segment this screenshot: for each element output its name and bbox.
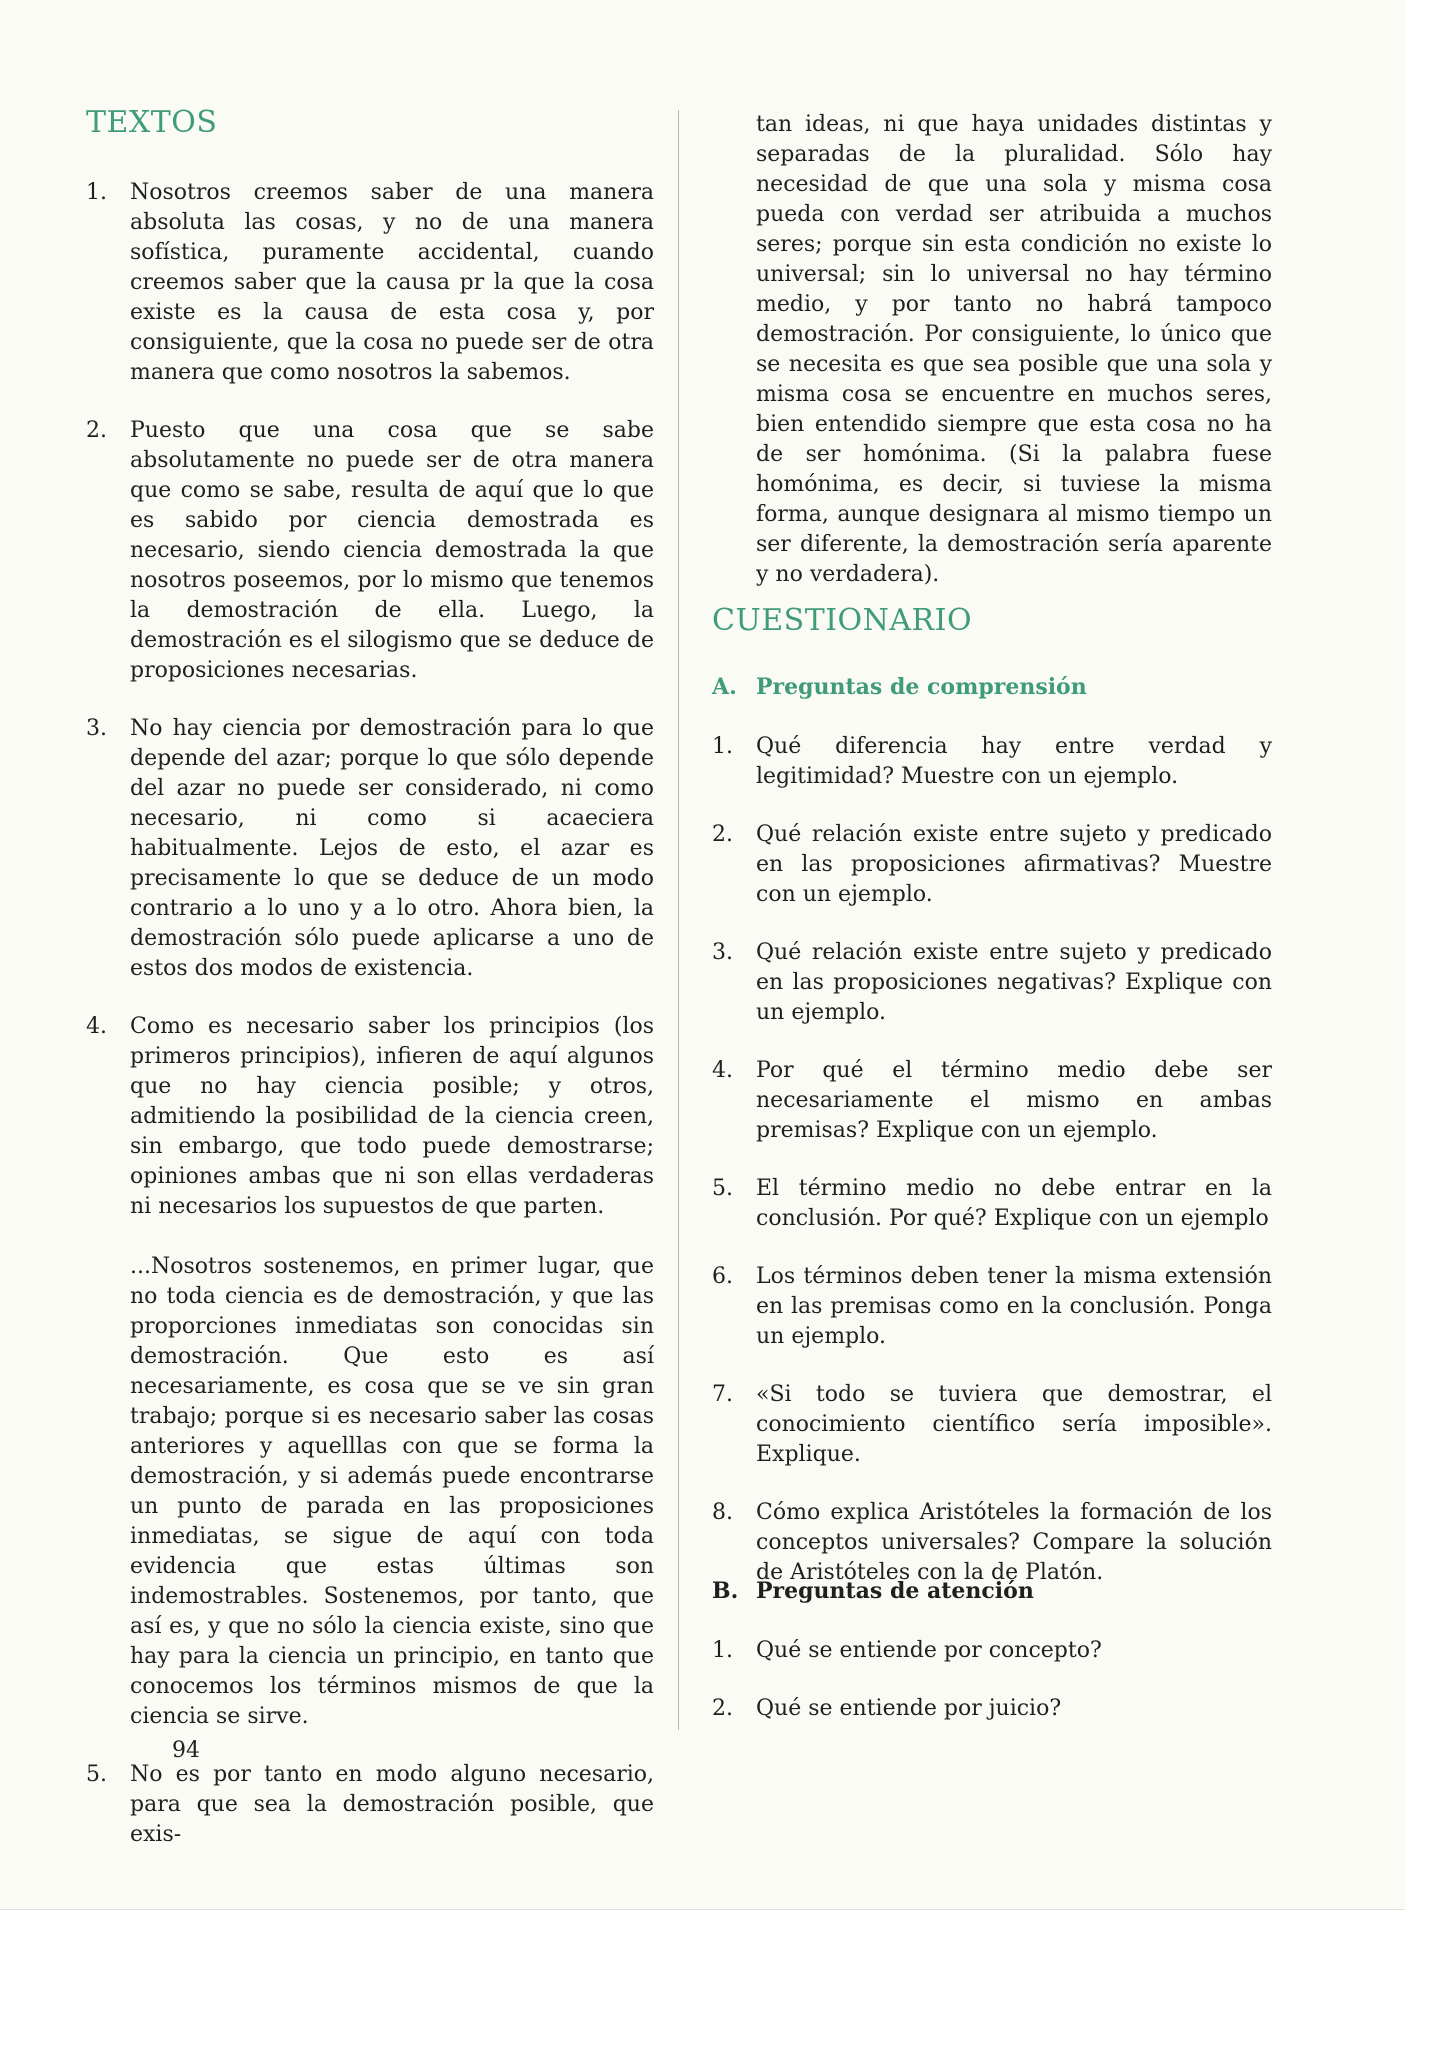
subsection-title: Preguntas de atención xyxy=(756,1578,1034,1604)
question-item xyxy=(712,938,1272,1028)
question-text: Qué diferencia hay entre verdad y legitimidad? Muestre con un ejemplo. xyxy=(756,734,1272,789)
question-item xyxy=(712,1262,1272,1352)
question-item xyxy=(712,1380,1272,1470)
page-edge xyxy=(0,1909,1405,1910)
item-number: 5. xyxy=(86,1762,107,1787)
question-text: Los términos deben tener la misma extensión en las premisas como en la conclusión. Ponga un ejemplo. xyxy=(756,1264,1272,1349)
item-number: 4. xyxy=(86,1014,107,1039)
section-title-textos: TEXTOS xyxy=(86,105,218,140)
texto-item xyxy=(86,714,654,984)
question-text: Qué se entiende por juicio? xyxy=(756,1696,1062,1721)
question-number: 4. xyxy=(712,1058,733,1083)
question-text: El término medio no debe entrar en la conclusión. Por qué? Explique con un ejemplo xyxy=(756,1176,1272,1231)
question-number: 6. xyxy=(712,1264,733,1289)
item-number: 1. xyxy=(86,180,107,205)
question-number: 2. xyxy=(712,822,733,847)
question-item xyxy=(712,1056,1272,1146)
question-item xyxy=(712,1636,1272,1666)
question-number: 3. xyxy=(712,940,733,965)
question-item xyxy=(712,732,1272,792)
question-text: Qué relación existe entre sujeto y predicado en las proposiciones afirmativas? Muestre con un ejemplo. xyxy=(756,822,1272,907)
question-text: Cómo explica Aristóteles la formación de los conceptos universales? Compare la solución de Aristóteles con la de Platón. xyxy=(756,1500,1272,1585)
question-number: 1. xyxy=(712,1638,733,1663)
question-item xyxy=(712,1174,1272,1234)
item-text-continued: ...Nosotros sostenemos, en primer lugar, que no toda ciencia es de demostración, y que las proporciones inmediatas son conocidas sin demostración. Que esto es así necesariamente, es cosa que se ve sin gran trabajo; porque si es necesario saber las cosas anteriores y aquelllas con que se forma la demostración, y si además puede encontrarse un punto de parada en las proposiciones inmediatas, se sigue de aquí con toda evidencia que estas últimas son indemostrables. Sostenemos, por tanto, que así es, y que no sólo la ciencia existe, sino que hay para la ciencia un principio, en tanto que conocemos los términos mismos de que la ciencia se sirve. xyxy=(130,1254,654,1729)
subsection-letter: B. xyxy=(712,1578,739,1604)
subsection-heading-a xyxy=(712,672,1087,702)
question-number: 5. xyxy=(712,1176,733,1201)
item-text: No hay ciencia por demostración para lo que depende del azar; porque lo que sólo depende del azar no puede ser considerado, ni como necesario, ni como si acaeciera habitualmente. Lejos de esto, el azar es precisamente lo que se deduce de un modo contrario a lo uno y a lo otro. Ahora bien, la demostración sólo puede aplicarse a uno de estos dos modos de existencia. xyxy=(130,716,654,981)
question-text: Qué se entiende por concepto? xyxy=(756,1638,1102,1663)
texto-item xyxy=(86,178,654,388)
subsection-heading-b xyxy=(712,1576,1034,1606)
question-number: 2. xyxy=(712,1696,733,1721)
subsection-title: Preguntas de comprensión xyxy=(756,674,1087,700)
question-item xyxy=(712,820,1272,910)
texto-item xyxy=(86,416,654,686)
question-item xyxy=(712,1498,1272,1588)
item-number: 3. xyxy=(86,716,107,741)
question-text: «Si todo se tuviera que demostrar, el conocimiento científico sería imposible». Explique. xyxy=(756,1382,1272,1467)
subsection-letter: A. xyxy=(712,674,737,700)
question-text: Qué relación existe entre sujeto y predicado en las proposiciones negativas? Explique con un ejemplo. xyxy=(756,940,1272,1025)
texto-item xyxy=(86,1012,654,1732)
texto-item xyxy=(86,1760,654,1850)
texto-continuation: tan ideas, ni que haya unidades distintas y separadas de la pluralidad. Sólo hay necesidad de que una sola y misma cosa pueda con verdad ser atribuida a muchos seres; porque sin esta condición no existe lo universal; sin lo universal no hay término medio, y por tanto no habrá tampoco demostración. Por consiguiente, lo único que se necesita es que sea posible que una sola y misma cosa se encuentre en muchos seres, bien entendido siempre que esta cosa no ha de ser homónima. (Si la palabra fuese homónima, es decir, si tuviese la misma forma, aunque designara al mismo tiempo un ser diferente, la demostración sería aparente y no verdadera). xyxy=(756,112,1272,587)
page-number: 94 xyxy=(172,1738,200,1763)
item-text: No es por tanto en modo alguno necesario, para que sea la demostración posible, que exis- xyxy=(130,1762,654,1847)
item-text: Puesto que una cosa que se sabe absolutamente no puede ser de otra manera que como se sabe, resulta de aquí que lo que es sabido por ciencia demostrada es necesario, siendo ciencia demostrada la que nosotros poseemos, por lo mismo que tenemos la demostración de ella. Luego, la demostración es el silogismo que se deduce de proposiciones necesarias. xyxy=(130,418,654,683)
question-number: 1. xyxy=(712,734,733,759)
question-item xyxy=(712,1694,1272,1724)
textos-list xyxy=(86,178,654,1878)
question-number: 7. xyxy=(712,1382,733,1407)
section-title-cuestionario: CUESTIONARIO xyxy=(712,603,973,638)
item-text: Como es necesario saber los principios (los primeros principios), infieren de aquí algunos que no hay ciencia posible; y otros, admitiendo la posibilidad de la ciencia creen, sin embargo, que todo puede demostrarse; opiniones ambas que ni son ellas verdaderas ni necesarios los supuestos de que parten. xyxy=(130,1014,654,1219)
comprension-questions xyxy=(712,732,1272,1616)
item-number: 2. xyxy=(86,418,107,443)
item-text: Nosotros creemos saber de una manera absoluta las cosas, y no de una manera sofística, puramente accidental, cuando creemos saber que la causa pr la que la cosa existe es la causa de esta cosa y, por consiguiente, que la cosa no puede ser de otra manera que como nosotros la sabemos. xyxy=(130,180,654,385)
question-number: 8. xyxy=(712,1500,733,1525)
question-text: Por qué el término medio debe ser necesariamente el mismo en ambas premisas? Explique con un ejemplo. xyxy=(756,1058,1272,1143)
atencion-questions xyxy=(712,1636,1272,1752)
column-divider xyxy=(678,110,679,1730)
